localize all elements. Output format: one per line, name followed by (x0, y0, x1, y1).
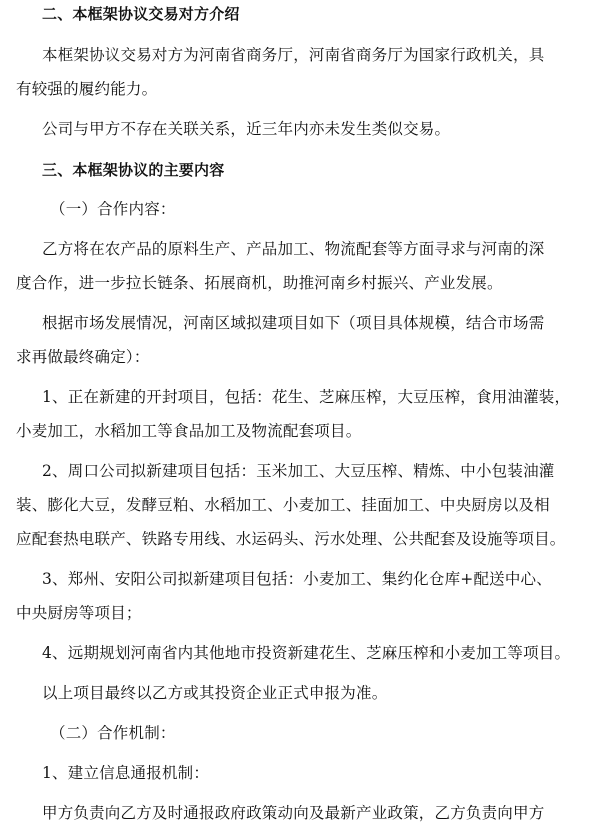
mechanism-item-1-text: 甲方负责向乙方及时通报政府政策动向及最新产业政策，乙方负责向甲方 (42, 804, 545, 822)
section-2-para1-line1: 本框架协议交易对方为河南省商务厅，河南省商务厅为国家行政机关，具 (42, 46, 545, 64)
cooperation-para2-line1: 根据市场发展情况，河南区域拟建项目如下（项目具体规模，结合市场需 (42, 314, 545, 332)
project-item-2-line3: 应配套热电联产、铁路专用线、水运码头、污水处理、公共配套及设施等项目。 (16, 530, 566, 548)
section-2-para2: 公司与甲方不存在关联关系，近三年内亦未发生类似交易。 (42, 120, 451, 138)
project-item-3-line1: 3、郑州、安阳公司拟新建项目包括：小麦加工、集约化仓库+配送中心、 (42, 570, 552, 588)
cooperation-para1-line2: 度合作，进一步拉长链条、拓展商机，助推河南乡村振兴、产业发展。 (16, 274, 503, 292)
section-2-heading: 二、本框架协议交易对方介绍 (42, 5, 240, 23)
subheading-cooperation-content: （一）合作内容： (50, 200, 176, 218)
mechanism-item-1: 1、建立信息通报机制： (42, 764, 210, 782)
section-3-heading: 三、本框架协议的主要内容 (42, 161, 225, 179)
project-item-4: 4、远期规划河南省内其他地市投资新建花生、芝麻压榨和小麦加工等项目。 (42, 644, 571, 662)
projects-final-note: 以上项目最终以乙方或其投资企业正式申报为准。 (42, 684, 388, 702)
project-item-1-line1: 1、正在新建的开封项目，包括：花生、芝麻压榨，大豆压榨，食用油灌装， (42, 388, 571, 406)
project-item-1-line2: 小麦加工，水稻加工等食品加工及物流配套项目。 (16, 422, 362, 440)
subheading-cooperation-mechanism: （二）合作机制： (50, 724, 176, 742)
project-item-2-line1: 2、周口公司拟新建项目包括：玉米加工、大豆压榨、精炼、中小包装油灌 (42, 462, 555, 480)
cooperation-para2-line2: 求再做最终确定）： (16, 348, 150, 366)
section-2-para1-line2: 有较强的履约能力。 (16, 80, 158, 98)
cooperation-para1-line1: 乙方将在农产品的原料生产、产品加工、物流配套等方面寻求与河南的深 (42, 240, 545, 258)
project-item-2-line2: 装、膨化大豆，发酵豆粕、水稻加工、小麦加工、挂面加工、中央厨房以及相 (16, 496, 550, 514)
project-item-3-line2: 中央厨房等项目； (16, 604, 142, 622)
